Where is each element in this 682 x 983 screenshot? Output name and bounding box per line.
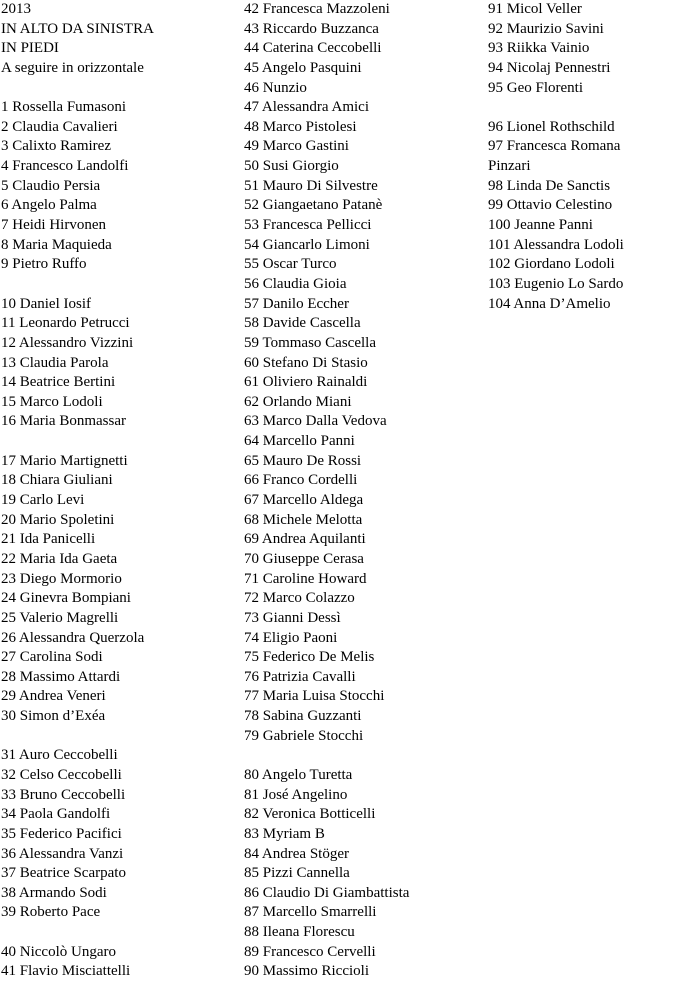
spacer [1, 727, 236, 747]
name-entry: 36 Alessandra Vanzi [1, 845, 124, 862]
name-entry: 67 Marcello Aldega [244, 492, 364, 509]
name-entry: 18 Chiara Giuliani [1, 472, 113, 489]
name-entry: 85 Pizzi Cannella [244, 865, 350, 882]
name-entry: 50 Susi Giorgio [244, 158, 339, 175]
name-entry: 82 Veronica Botticelli [244, 806, 376, 823]
name-entry: 76 Patrizia Cavalli [244, 668, 356, 685]
name-entry: 21 Ida Panicelli [1, 531, 96, 548]
name-entry: 56 Claudia Gioia [244, 275, 347, 292]
name-entry: 64 Marcello Panni [244, 433, 355, 450]
name-entry: 43 Riccardo Buzzanca [244, 20, 379, 37]
name-entry: 15 Marco Lodoli [1, 393, 103, 410]
name-entry: 78 Sabina Guzzanti [244, 708, 362, 725]
name-entry: 83 Myriam B [244, 825, 325, 842]
name-entry: 96 Lionel Rothschild [488, 118, 615, 135]
name-entry: 73 Gianni Dessì [244, 609, 341, 626]
name-entry: 92 Maurizio Savini [488, 20, 604, 37]
name-entry: Pinzari [488, 158, 531, 175]
name-entry: 40 Niccolò Ungaro [1, 943, 116, 960]
name-entry: 3 Calixto Ramirez [1, 138, 111, 155]
name-entry: 32 Celso Ceccobelli [1, 766, 122, 783]
name-entry: 54 Giancarlo Limoni [244, 236, 370, 253]
name-entry: 9 Pietro Ruffo [1, 256, 87, 273]
name-entry: 1 Rossella Fumasoni [1, 99, 127, 116]
name-entry: 26 Alessandra Querzola [1, 629, 145, 646]
name-entry: 84 Andrea Stöger [244, 845, 349, 862]
name-entry: 72 Marco Colazzo [244, 590, 355, 607]
spacer [488, 98, 678, 118]
name-entry: 13 Claudia Parola [1, 354, 109, 371]
name-entry: 20 Mario Spoletini [1, 511, 115, 528]
name-entry: 4 Francesco Landolfi [1, 158, 129, 175]
name-entry: 101 Alessandra Lodoli [488, 236, 624, 253]
name-entry: 10 Daniel Iosif [1, 295, 91, 312]
name-entry: 70 Giuseppe Cerasa [244, 550, 364, 567]
spacer [1, 432, 236, 452]
name-entry: 62 Orlando Miani [244, 393, 352, 410]
names-list-3 [488, 0, 678, 314]
name-entry: 68 Michele Melotta [244, 511, 363, 528]
name-entry: 29 Andrea Veneri [1, 688, 106, 705]
name-entry: 93 Riikka Vainio [488, 40, 590, 57]
name-entry: 48 Marco Pistolesi [244, 118, 357, 135]
name-entry: 44 Caterina Ceccobelli [244, 40, 382, 57]
name-entry: 98 Linda De Sanctis [488, 177, 611, 194]
name-entry: 53 Francesca Pellicci [244, 217, 372, 234]
name-entry: 91 Micol Veller [488, 1, 582, 17]
name-entry: 94 Nicolaj Pennestri [488, 59, 611, 76]
name-entry: 27 Carolina Sodi [1, 649, 103, 666]
name-entry: 79 Gabriele Stocchi [244, 727, 364, 744]
name-entry: 35 Federico Pacifici [1, 825, 122, 842]
name-entry: 22 Maria Ida Gaeta [1, 550, 118, 567]
name-entry: 88 Ileana Florescu [244, 924, 355, 941]
name-entry: 2 Claudia Cavalieri [1, 118, 118, 135]
name-entry: 25 Valerio Magrelli [1, 609, 119, 626]
name-entry: 66 Franco Cordelli [244, 472, 358, 489]
header-line-2: IN PIEDI [1, 40, 59, 57]
name-entry: 81 José Angelino [244, 786, 348, 803]
name-entry: 99 Ottavio Celestino [488, 197, 613, 214]
names-list-1 [1, 98, 236, 982]
header-line-3: A seguire in orizzontale [1, 59, 144, 76]
name-entry: 6 Angelo Palma [1, 197, 97, 214]
name-entry: 14 Beatrice Bertini [1, 374, 116, 391]
name-entry: 90 Massimo Riccioli [244, 963, 369, 980]
name-entry: 100 Jeanne Panni [488, 217, 593, 234]
name-entry: 12 Alessandro Vizzini [1, 334, 134, 351]
name-entry: 38 Armando Sodi [1, 884, 107, 901]
name-entry: 17 Mario Martignetti [1, 452, 128, 469]
name-entry: 37 Beatrice Scarpato [1, 865, 126, 882]
name-entry: 89 Francesco Cervelli [244, 943, 376, 960]
name-entry: 8 Maria Maquieda [1, 236, 112, 253]
name-entry: 58 Davide Cascella [244, 315, 361, 332]
name-entry: 69 Andrea Aquilanti [244, 531, 366, 548]
name-entry: 77 Maria Luisa Stocchi [244, 688, 385, 705]
name-entry: 33 Bruno Ceccobelli [1, 786, 126, 803]
name-entry: 7 Heidi Hirvonen [1, 217, 106, 234]
name-entry: 51 Mauro Di Silvestre [244, 177, 378, 194]
name-entry: 24 Ginevra Bompiani [1, 590, 131, 607]
name-entry: 5 Claudio Persia [1, 177, 101, 194]
name-entry: 49 Marco Gastini [244, 138, 349, 155]
name-entry: 41 Flavio Misciattelli [1, 963, 131, 980]
names-list-2 [244, 0, 480, 982]
names-column-2 [244, 0, 480, 982]
name-entry: 46 Nunzio [244, 79, 307, 96]
name-entry: 75 Federico De Melis [244, 649, 375, 666]
name-entry: 11 Leonardo Petrucci [1, 315, 130, 332]
name-entry: 23 Diego Mormorio [1, 570, 122, 587]
name-entry: 74 Eligio Paoni [244, 629, 338, 646]
names-column-3 [488, 0, 678, 314]
spacer [1, 923, 236, 943]
name-entry: 30 Simon d’Exéa [1, 708, 106, 725]
name-entry: 16 Maria Bonmassar [1, 413, 126, 430]
name-entry: 31 Auro Ceccobelli [1, 747, 118, 764]
name-entry: 52 Giangaetano Patanè [244, 197, 383, 214]
name-entry: 45 Angelo Pasquini [244, 59, 362, 76]
name-entry: 42 Francesca Mazzoleni [244, 1, 390, 17]
name-entry: 71 Caroline Howard [244, 570, 367, 587]
spacer [244, 746, 480, 766]
name-entry: 103 Eugenio Lo Sardo [488, 275, 624, 292]
name-entry: 60 Stefano Di Stasio [244, 354, 368, 371]
header-year: 2013 [1, 1, 31, 17]
name-entry: 47 Alessandra Amici [244, 99, 369, 116]
spacer [1, 79, 236, 99]
name-entry: 39 Roberto Pace [1, 904, 101, 921]
name-entry: 86 Claudio Di Giambattista [244, 884, 410, 901]
name-entry: 55 Oscar Turco [244, 256, 337, 273]
name-entry: 34 Paola Gandolfi [1, 806, 111, 823]
spacer [1, 275, 236, 295]
name-entry: 104 Anna D’Amelio [488, 295, 611, 312]
name-entry: 65 Mauro De Rossi [244, 452, 362, 469]
name-entry: 19 Carlo Levi [1, 492, 85, 509]
name-entry: 61 Oliviero Rainaldi [244, 374, 368, 391]
name-entry: 63 Marco Dalla Vedova [244, 413, 387, 430]
name-entry: 87 Marcello Smarrelli [244, 904, 377, 921]
name-entry: 97 Francesca Romana [488, 138, 621, 155]
name-entry: 95 Geo Florenti [488, 79, 583, 96]
name-entry: 28 Massimo Attardi [1, 668, 121, 685]
name-entry: 57 Danilo Eccher [244, 295, 349, 312]
name-entry: 59 Tommaso Cascella [244, 334, 376, 351]
header-line-1: IN ALTO DA SINISTRA [1, 20, 154, 37]
name-entry: 80 Angelo Turetta [244, 766, 353, 783]
names-column-1 [1, 0, 236, 982]
name-entry: 102 Giordano Lodoli [488, 256, 615, 273]
